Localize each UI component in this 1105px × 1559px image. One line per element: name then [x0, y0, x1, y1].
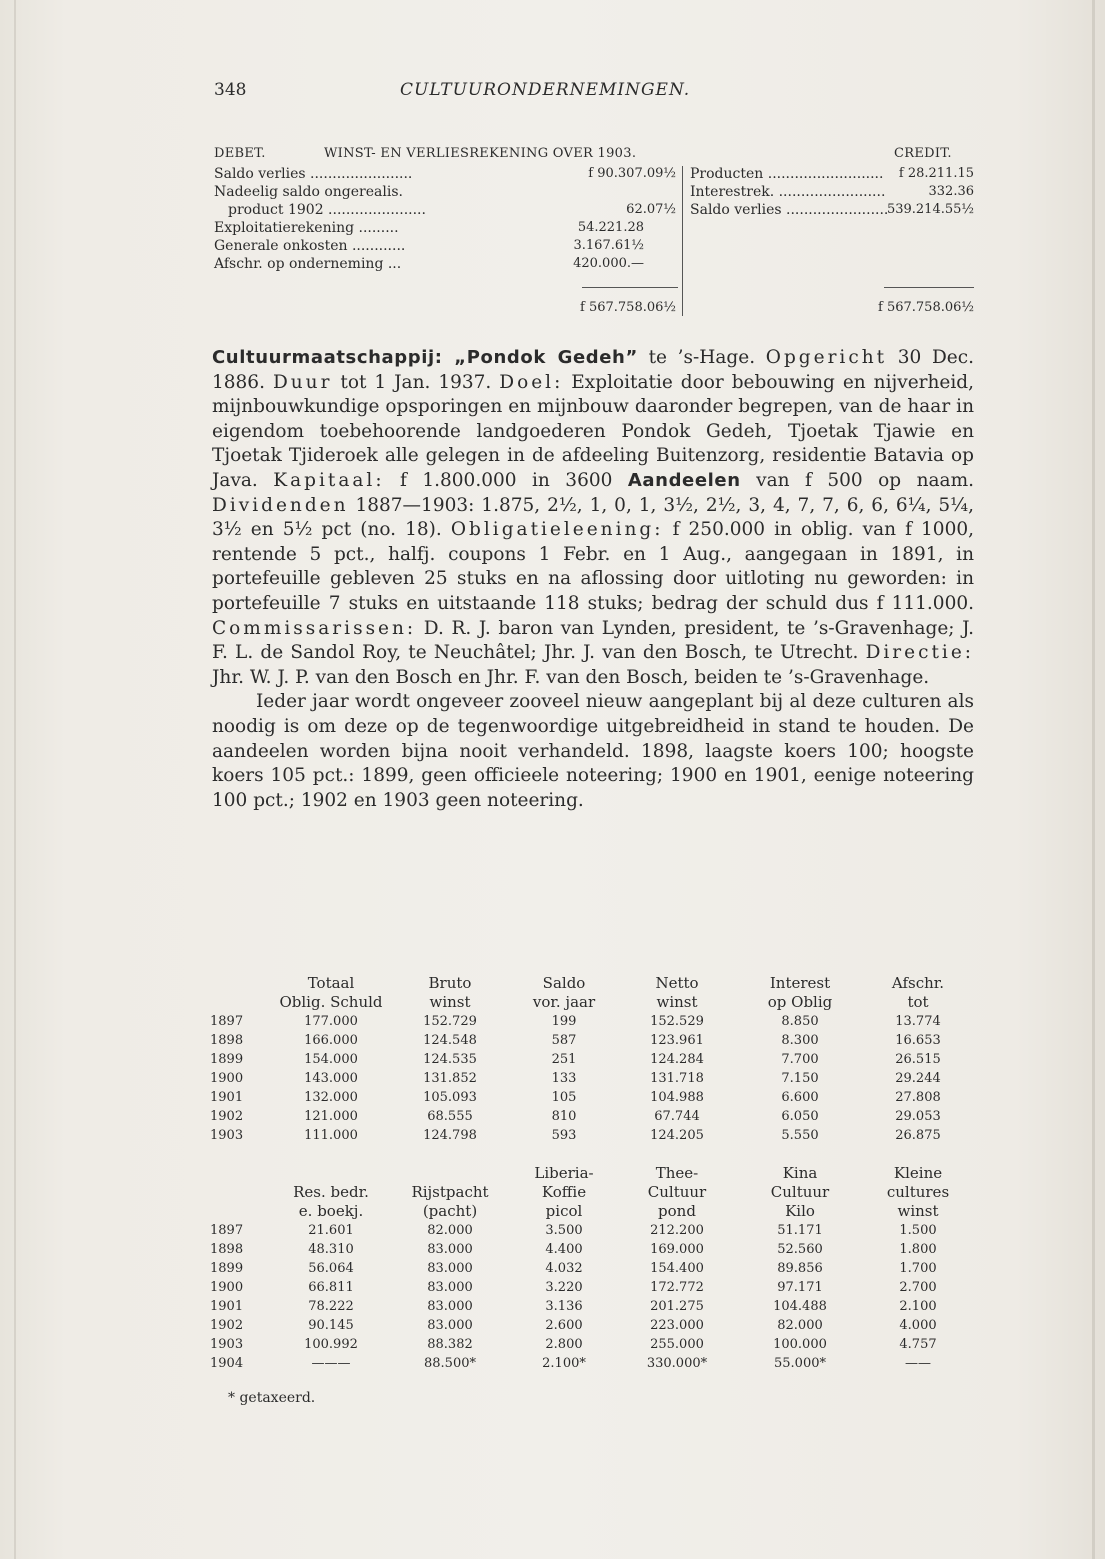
table-cell: 2.100* [542, 1356, 586, 1371]
debit-row-label: Exploitatierekening ......... [214, 220, 399, 236]
table-cell: 56.064 [308, 1261, 354, 1276]
year-cell: 1900 [210, 1071, 244, 1086]
account-title: WINST- EN VERLIESREKENING OVER 1903. [324, 146, 637, 161]
dividenden-label: Dividenden [212, 494, 349, 516]
table-cell: 123.961 [650, 1033, 704, 1048]
year-cell: 1900 [210, 1280, 244, 1295]
running-title: CULTUURONDERNEMINGEN. [400, 80, 691, 100]
table-cell: 105 [551, 1090, 577, 1105]
table-cell: 154.400 [650, 1261, 704, 1276]
table-row [210, 1240, 976, 1259]
column-header: Interest op Oblig [767, 974, 833, 1011]
year-cell: 1901 [210, 1299, 244, 1314]
column-header: Netto winst [655, 974, 699, 1011]
credit-row-amount: 332.36 [928, 184, 974, 199]
year-cell: 1903 [210, 1337, 244, 1352]
table-cell: 2.800 [545, 1337, 583, 1352]
table-cell: 143.000 [304, 1071, 358, 1086]
table-cell: 97.171 [777, 1280, 823, 1295]
table-cell: 88.500* [424, 1356, 476, 1371]
table-cell: 810 [551, 1109, 577, 1124]
debet-label: DEBET. [214, 146, 266, 161]
aandeelen-value: van f 500 op naam. [740, 469, 974, 491]
table-cell: 223.000 [650, 1318, 704, 1333]
table-cell: 52.560 [777, 1242, 823, 1257]
table-cell: 100.000 [773, 1337, 827, 1352]
table-cell: 152.729 [423, 1014, 477, 1029]
table-row [210, 1297, 976, 1316]
table-cell: 51.171 [777, 1223, 823, 1238]
table-cell: 199 [551, 1014, 577, 1029]
table-cell: 124.798 [423, 1128, 477, 1143]
year-cell: 1903 [210, 1128, 244, 1143]
credit-row-label: Producten .......................... [690, 166, 884, 182]
table-row [210, 1069, 976, 1088]
table-cell: 27.808 [895, 1090, 941, 1105]
table-cell: 131.718 [650, 1071, 704, 1086]
table-cell: 3.220 [545, 1280, 583, 1295]
company-description [212, 346, 974, 813]
year-cell: 1899 [210, 1261, 244, 1276]
table-header-row [210, 1164, 976, 1221]
table-cell: 104.988 [650, 1090, 704, 1105]
page-edge-left [14, 0, 16, 1559]
table-cell: 88.382 [427, 1337, 473, 1352]
debit-row-amount: 3.167.61½ [573, 238, 644, 253]
year-cell: 1902 [210, 1109, 244, 1124]
table-cell: 83.000 [427, 1242, 473, 1257]
column-header: Totaal Oblig. Schuld [279, 974, 383, 1011]
column-header: Res. bedr. e. boekj. [293, 1183, 369, 1220]
table-cell: 8.850 [781, 1014, 819, 1029]
table-cell: 6.600 [781, 1090, 819, 1105]
year-cell: 1901 [210, 1090, 244, 1105]
table-cell: 255.000 [650, 1337, 704, 1352]
page-edge-right [1092, 0, 1095, 1559]
column-header: Thee- Cultuur pond [647, 1164, 707, 1220]
debit-row-label: Nadeelig saldo ongerealis. [214, 184, 403, 200]
account-divider [682, 166, 683, 316]
table-cell: 1.800 [899, 1242, 937, 1257]
table-cell: 7.700 [781, 1052, 819, 1067]
page-header [214, 80, 974, 110]
year-header [210, 1164, 276, 1221]
table-cell: 82.000 [427, 1223, 473, 1238]
table-row [210, 1126, 976, 1145]
table-cell: 2.600 [545, 1318, 583, 1333]
table-cell: 55.000* [774, 1356, 826, 1371]
debit-row-label: Afschr. op onderneming ... [214, 256, 402, 272]
column-header: Kina Cultuur Kilo [770, 1164, 830, 1220]
table-cell: 7.150 [781, 1071, 819, 1086]
table-cell: 4.032 [545, 1261, 583, 1276]
table-cell: 177.000 [304, 1014, 358, 1029]
table-row [210, 1012, 976, 1031]
table-1-body [210, 1012, 976, 1145]
column-header: Liberia- Koffie picol [534, 1164, 594, 1220]
table-cell: 83.000 [427, 1299, 473, 1314]
table-cell: 172.772 [650, 1280, 704, 1295]
table-row [210, 1221, 976, 1240]
table-cell: 1.500 [899, 1223, 937, 1238]
table-cell: 3.500 [545, 1223, 583, 1238]
table-cell: 82.000 [777, 1318, 823, 1333]
table-cell: 251 [551, 1052, 577, 1067]
column-header: Afschr. tot [891, 974, 945, 1011]
table-cell: 169.000 [650, 1242, 704, 1257]
table-cell: 83.000 [427, 1261, 473, 1276]
financial-table-1 [210, 974, 976, 1145]
opgericht-value: 30 Dec. 1886. [212, 347, 974, 393]
year-cell: 1898 [210, 1242, 244, 1257]
table-cell: 90.145 [308, 1318, 354, 1333]
table-row [210, 1354, 976, 1373]
table-row [210, 1316, 976, 1335]
credit-row-label: Saldo verlies ....................... [690, 202, 889, 218]
table-cell: 48.310 [308, 1242, 354, 1257]
table-cell: 124.205 [650, 1128, 704, 1143]
table-cell: 29.053 [895, 1109, 941, 1124]
table-cell: 66.811 [308, 1280, 354, 1295]
table-cell: 89.856 [777, 1261, 823, 1276]
table-cell: 593 [551, 1128, 577, 1143]
year-cell: 1897 [210, 1223, 244, 1238]
financial-table-2 [210, 1164, 976, 1373]
year-cell: 1897 [210, 1014, 244, 1029]
table-cell: 201.275 [650, 1299, 704, 1314]
table-row [210, 1088, 976, 1107]
table-cell: 166.000 [304, 1033, 358, 1048]
table-cell: 5.550 [781, 1128, 819, 1143]
debit-row-amount: f 90.307.09½ [588, 166, 676, 181]
table-2-body [210, 1221, 976, 1373]
profit-loss-account [214, 166, 974, 326]
table-cell: 104.488 [773, 1299, 827, 1314]
duur-value: tot 1 Jan. 1937. [332, 371, 500, 393]
credit-row-amount: 539.214.55½ [886, 202, 974, 217]
footnote: * getaxeerd. [228, 1390, 316, 1406]
table-cell: 131.852 [423, 1071, 477, 1086]
table-cell: 154.000 [304, 1052, 358, 1067]
table-cell: 16.653 [895, 1033, 941, 1048]
doel-value: Exploitatie door bebouwing en nijverheid, mijnbouwkundige opsporingen en mijnbouw daaronder begrepen, van de haar in eigendom toebehoorende landgoederen Pondok Gedeh, Tjoetak Tjawie en Tjoetak Tjideroek alle gelegen in de afdeeling Buitenzorg, residentie Batavia op Java. [212, 371, 974, 491]
credit-total: f 567.758.06½ [878, 300, 974, 315]
debit-row-amount: 62.07½ [626, 202, 676, 217]
table-cell: 124.535 [423, 1052, 477, 1067]
table-row [210, 1278, 976, 1297]
debit-row-label: product 1902 ...................... [228, 202, 426, 218]
table-cell: 100.992 [304, 1337, 358, 1352]
kapitaal-value: f 1.800.000 in 3600 [384, 469, 628, 491]
table-cell: 124.548 [423, 1033, 477, 1048]
table-cell: —— [905, 1356, 931, 1371]
credit-row-label: Interestrek. ........................ [690, 184, 886, 200]
credit-total-rule [884, 287, 974, 288]
table-cell: 3.136 [545, 1299, 583, 1314]
table-cell: 8.300 [781, 1033, 819, 1048]
table-cell: 2.100 [899, 1299, 937, 1314]
table-cell: 133 [551, 1071, 577, 1086]
year-cell: 1904 [210, 1356, 244, 1371]
table-cell: 26.515 [895, 1052, 941, 1067]
debit-row-amount: 54.221.28 [577, 220, 644, 235]
company-location: te ’s-Hage. [637, 347, 756, 368]
directie-value: Jhr. W. J. P. van den Bosch en Jhr. F. van den Bosch, beiden te ’s-Gravenhage. [212, 666, 930, 688]
debit-total-rule [582, 287, 678, 288]
table-cell: 29.244 [895, 1071, 941, 1086]
table-row [210, 1107, 976, 1126]
duur-label: Duur [272, 371, 333, 393]
table-cell: 4.757 [899, 1337, 937, 1352]
year-cell: 1902 [210, 1318, 244, 1333]
obligatie-value: f 250.000 in oblig. van f 1000, rentende 5 pct., halfj. coupons 1 Febr. en 1 Aug., aangegaan in 1891, in portefeuille gebleven 25 stuks en na aflossing door uitloting nu geworden: in portefeuille 7 stuks en uitstaande 118 stuks; bedrag der schuld dus f 111.000. [212, 519, 974, 614]
year-cell: 1899 [210, 1052, 244, 1067]
debit-row-label: Generale onkosten ............ [214, 238, 406, 254]
kapitaal-label: Kapitaal: [273, 469, 385, 491]
table-cell: 83.000 [427, 1318, 473, 1333]
table-cell: 26.875 [895, 1128, 941, 1143]
table-cell: 68.555 [427, 1109, 473, 1124]
debit-row-amount: 420.000.— [573, 256, 644, 271]
table-cell: 13.774 [895, 1014, 941, 1029]
table-cell: 21.601 [308, 1223, 354, 1238]
table-header-row [210, 974, 976, 1012]
table-cell: 212.200 [650, 1223, 704, 1238]
table-row [210, 1050, 976, 1069]
directie-label: Directie: [865, 642, 974, 664]
commissarissen-value: D. R. J. baron van Lynden, president, te ’s-Gravenhage; J. F. L. de Sandol Roy, te Neuchâtel; Jhr. J. van den Bosch, te Utrecht. [212, 617, 974, 664]
table-row [210, 1031, 976, 1050]
table-cell: 78.222 [308, 1299, 354, 1314]
table-cell: 6.050 [781, 1109, 819, 1124]
column-header: Saldo vor. jaar [532, 974, 596, 1011]
table-cell: 1.700 [899, 1261, 937, 1276]
doel-label: Doel: [499, 371, 564, 393]
paragraph-two: Ieder jaar wordt ongeveer zooveel nieuw aangeplant bij al deze culturen als noodig is om deze op de tegenwoordige uitgebreidheid in stand te houden. De aandeelen worden bijna nooit verhandeld. 1898, laagste koers 100; hoogste koers 105 pct.: 1899, geen officieele noteering; 1900 en 1901, eenige noteering 100 pct.; 1902 en 1903 geen noteering. [212, 691, 974, 811]
table-cell: 2.700 [899, 1280, 937, 1295]
table-cell: 111.000 [304, 1128, 358, 1143]
table-cell: 330.000* [646, 1356, 708, 1371]
obligatie-label: Obligatieleening: [450, 519, 664, 541]
debit-total: f 567.758.06½ [580, 300, 676, 315]
table-cell: 105.093 [423, 1090, 477, 1105]
table-cell: 121.000 [304, 1109, 358, 1124]
credit-row-amount: f 28.211.15 [898, 166, 974, 181]
aandeelen-label: Aandeelen [627, 469, 741, 491]
table-cell: 4.400 [545, 1242, 583, 1257]
credit-label: CREDIT. [894, 146, 952, 161]
debit-row-label: Saldo verlies ....................... [214, 166, 413, 182]
table-cell: 152.529 [650, 1014, 704, 1029]
year-header [210, 974, 276, 1012]
opgericht-label: Opgericht [765, 347, 888, 368]
table-cell: 132.000 [304, 1090, 358, 1105]
table-cell: 4.000 [899, 1318, 937, 1333]
company-name: Cultuurmaatschappij: „Pondok Gedeh” [212, 347, 638, 368]
table-cell: 83.000 [427, 1280, 473, 1295]
table-cell: ——— [311, 1356, 351, 1371]
page-number: 348 [214, 80, 247, 100]
table-row [210, 1335, 976, 1354]
column-header: Kleine cultures winst [886, 1164, 950, 1220]
commissarissen-label: Commissarissen: [212, 617, 417, 639]
table-cell: 124.284 [650, 1052, 704, 1067]
column-header: Rijstpacht (pacht) [411, 1183, 489, 1220]
table-cell: 67.744 [654, 1109, 700, 1124]
column-header: Bruto winst [428, 974, 472, 1011]
table-row [210, 1259, 976, 1278]
table-cell: 587 [551, 1033, 577, 1048]
year-cell: 1898 [210, 1033, 244, 1048]
dividenden-value: 1887—1903: 1.875, 2½, 1, 0, 1, 3½, 2½, 3, 4, 7, 7, 6, 6, 6¼, 5¼, 3½ en 5½ pct (no. 18). [212, 494, 974, 541]
